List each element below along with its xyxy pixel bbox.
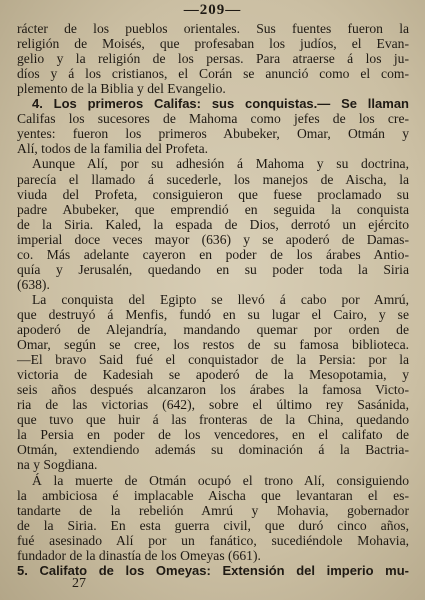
section-heading-line: 4. Los primeros Califas: sus conquistas.— Se llaman bbox=[32, 96, 409, 112]
text-line: de la Siria. Kaled, la espada de Dios, derrotó un ejército bbox=[17, 216, 409, 232]
text-line: Otmán, extendiendo además su dominación á la Bactria- bbox=[17, 442, 409, 458]
text-line: de la Siria. En esta guerra civil, que duró cinco años, bbox=[17, 517, 409, 533]
page-number: —209— bbox=[183, 2, 242, 18]
text-line: la Persia en poder de los vencedores, en el califato de bbox=[17, 427, 409, 443]
text-line: Alí, todos de la familia del Profeta. bbox=[17, 141, 209, 157]
text-line: co. Más adelante cayeron en poder de los árabes Antio- bbox=[17, 246, 409, 262]
text-line: Omar, según se cree, los restos de su famosa biblioteca. bbox=[17, 337, 409, 353]
text-line: parecía el llamado á sucederle, los manejos de Aischa, la bbox=[17, 171, 409, 187]
printer-signature: 27 bbox=[72, 576, 86, 591]
text-line: la ambiciosa é implacable Aischa que levantaran el es- bbox=[17, 487, 409, 503]
text-line: (638). bbox=[17, 276, 50, 292]
text-line: victoria de Kadesiah se apoderó de la Mesopotamia, y bbox=[17, 367, 409, 383]
text-line: viuda del Profeta, consiguieron que fuese proclamado su bbox=[17, 186, 409, 202]
text-line: que destruyó á Menfis, fundó en su lugar el Cairo, y se bbox=[17, 306, 409, 322]
text-line: yentes: fueron los primeros Abubeker, Omar, Otmán y bbox=[17, 126, 409, 142]
text-line: fué asesinado Alí por un fanático, sucediéndole Mohavia, bbox=[17, 532, 409, 548]
text-line: ria de las victorias (642), sobre el último rey Sasánida, bbox=[17, 397, 409, 413]
text-line: gelio y la religión de los persas. Para atraerse á los ju- bbox=[17, 51, 409, 67]
text-line: —El bravo Said fué el conquistador de la Persia: por la bbox=[17, 352, 409, 368]
text-line: apoderó de Alejandría, mandando quemar por orden de bbox=[17, 322, 409, 337]
text-line: fundador de la dinastía de los Omeyas (661). bbox=[17, 547, 261, 563]
text-line: La conquista del Egipto se llevó á cabo por Amrú, bbox=[32, 291, 409, 307]
text-line: religión de Moisés, que profesaban los judíos, el Evan- bbox=[17, 36, 409, 52]
text-line: imperial doce veces mayor (636) y se apoderó de Damas- bbox=[17, 231, 409, 247]
section-heading-line: 5. Califato de los Omeyas: Extensión del imperio mu- bbox=[17, 562, 409, 578]
text-line: na y Sogdiana. bbox=[17, 457, 98, 473]
text-line: díos y á los cristianos, el Corán se anunció como el com- bbox=[17, 66, 409, 82]
text-line: Califas los sucesores de Mahoma como jefes de los cre- bbox=[17, 111, 409, 127]
text-line: que tuvo que huir á las fronteras de la China, quedando bbox=[17, 412, 409, 428]
text-line: seis años después alcanzaron los árabes la famosa Victo- bbox=[17, 382, 409, 398]
text-line: Á la muerte de Otmán ocupó el trono Alí, consiguiendo bbox=[32, 472, 409, 488]
text-line: quía y Jerusalén, quedando en su poder toda la Siria bbox=[17, 261, 409, 277]
text-line: Aunque Alí, por su adhesión á Mahoma y su doctrina, bbox=[32, 156, 409, 172]
text-line: rácter de los pueblos orientales. Sus fuentes fueron la bbox=[17, 21, 409, 36]
text-line: padre Abubeker, que emprendió en seguida la conquista bbox=[17, 201, 409, 217]
text-line: plemento de la Biblia y del Evangelio. bbox=[17, 81, 226, 97]
text-line: tandarte de la rebelión Amrú y Mohavia, gobernador bbox=[17, 502, 409, 518]
